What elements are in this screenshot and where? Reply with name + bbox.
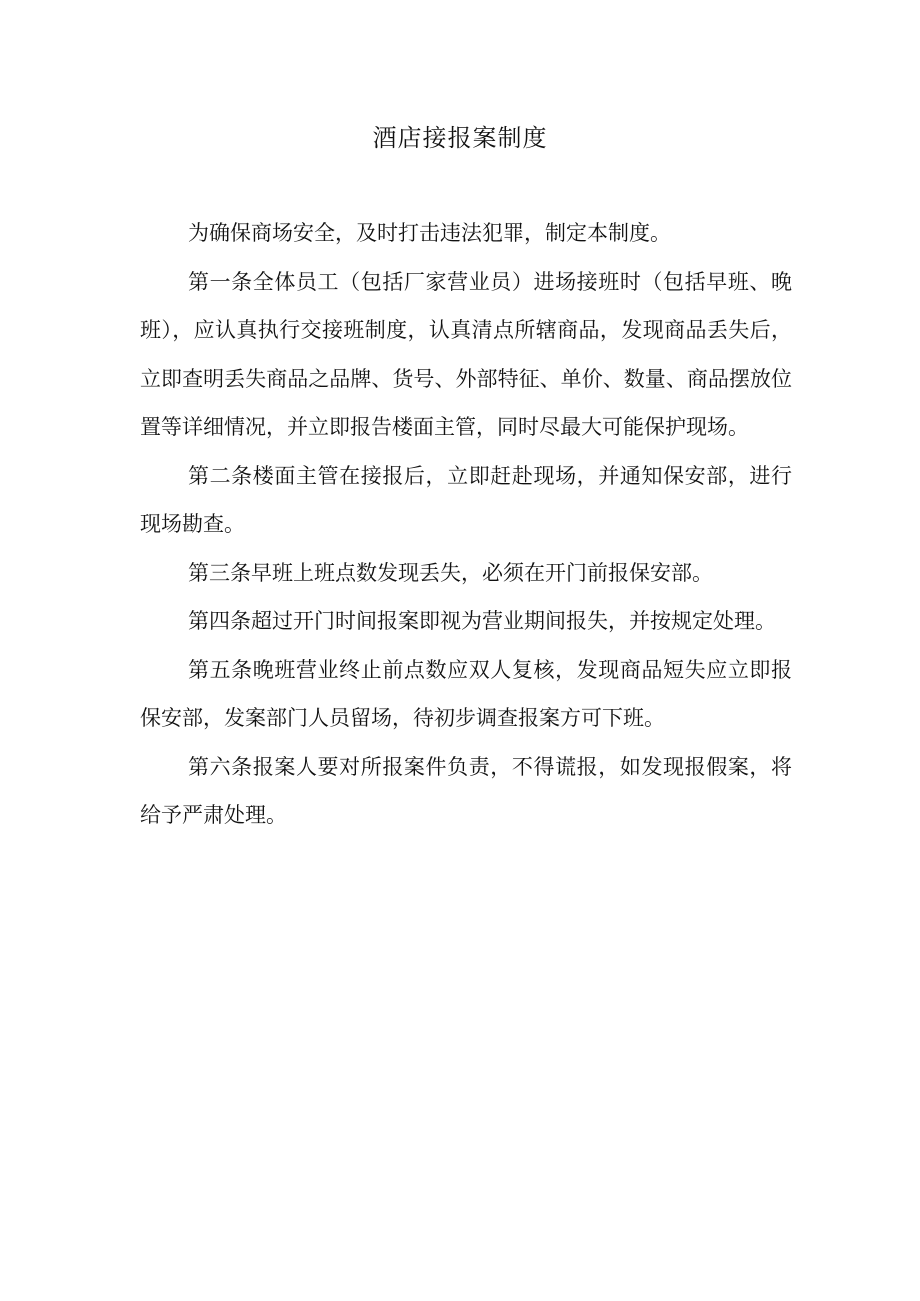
article-3-paragraph: 第三条早班上班点数发现丢失，必须在开门前报保安部。 [188,560,713,585]
document-body [140,209,792,840]
article-5-paragraph: 第五条晚班营业终止前点数应双人复核，发现商品短失应立即报保安部，发案部门人员留场，待初步调查报案方可下班。 [140,657,792,730]
article-6-paragraph: 第六条报案人要对所报案件负责，不得谎报，如发现报假案，将给予严肃处理。 [140,754,792,827]
document-title: 酒店接报案制度 [372,124,548,152]
article-1-paragraph: 第一条全体员工（包括厂家营业员）进场接班时（包括早班、晚班），应认真执行交接班制度，认真清点所辖商品，发现商品丢失后，立即查明丢失商品之品牌、货号、外部特征、单价、数量、商品摆放位置等详细情况，并立即报告楼面主管，同时尽最大可能保护现场。 [140,269,792,439]
intro-paragraph: 为确保商场安全，及时打击违法犯罪，制定本制度。 [188,221,671,245]
article-2-paragraph: 第二条楼面主管在接报后，立即赶赴现场，并通知保安部，进行现场勘查。 [140,463,792,536]
article-4-paragraph: 第四条超过开门时间报案即视为营业期间报失，并按规定处理。 [188,609,776,633]
